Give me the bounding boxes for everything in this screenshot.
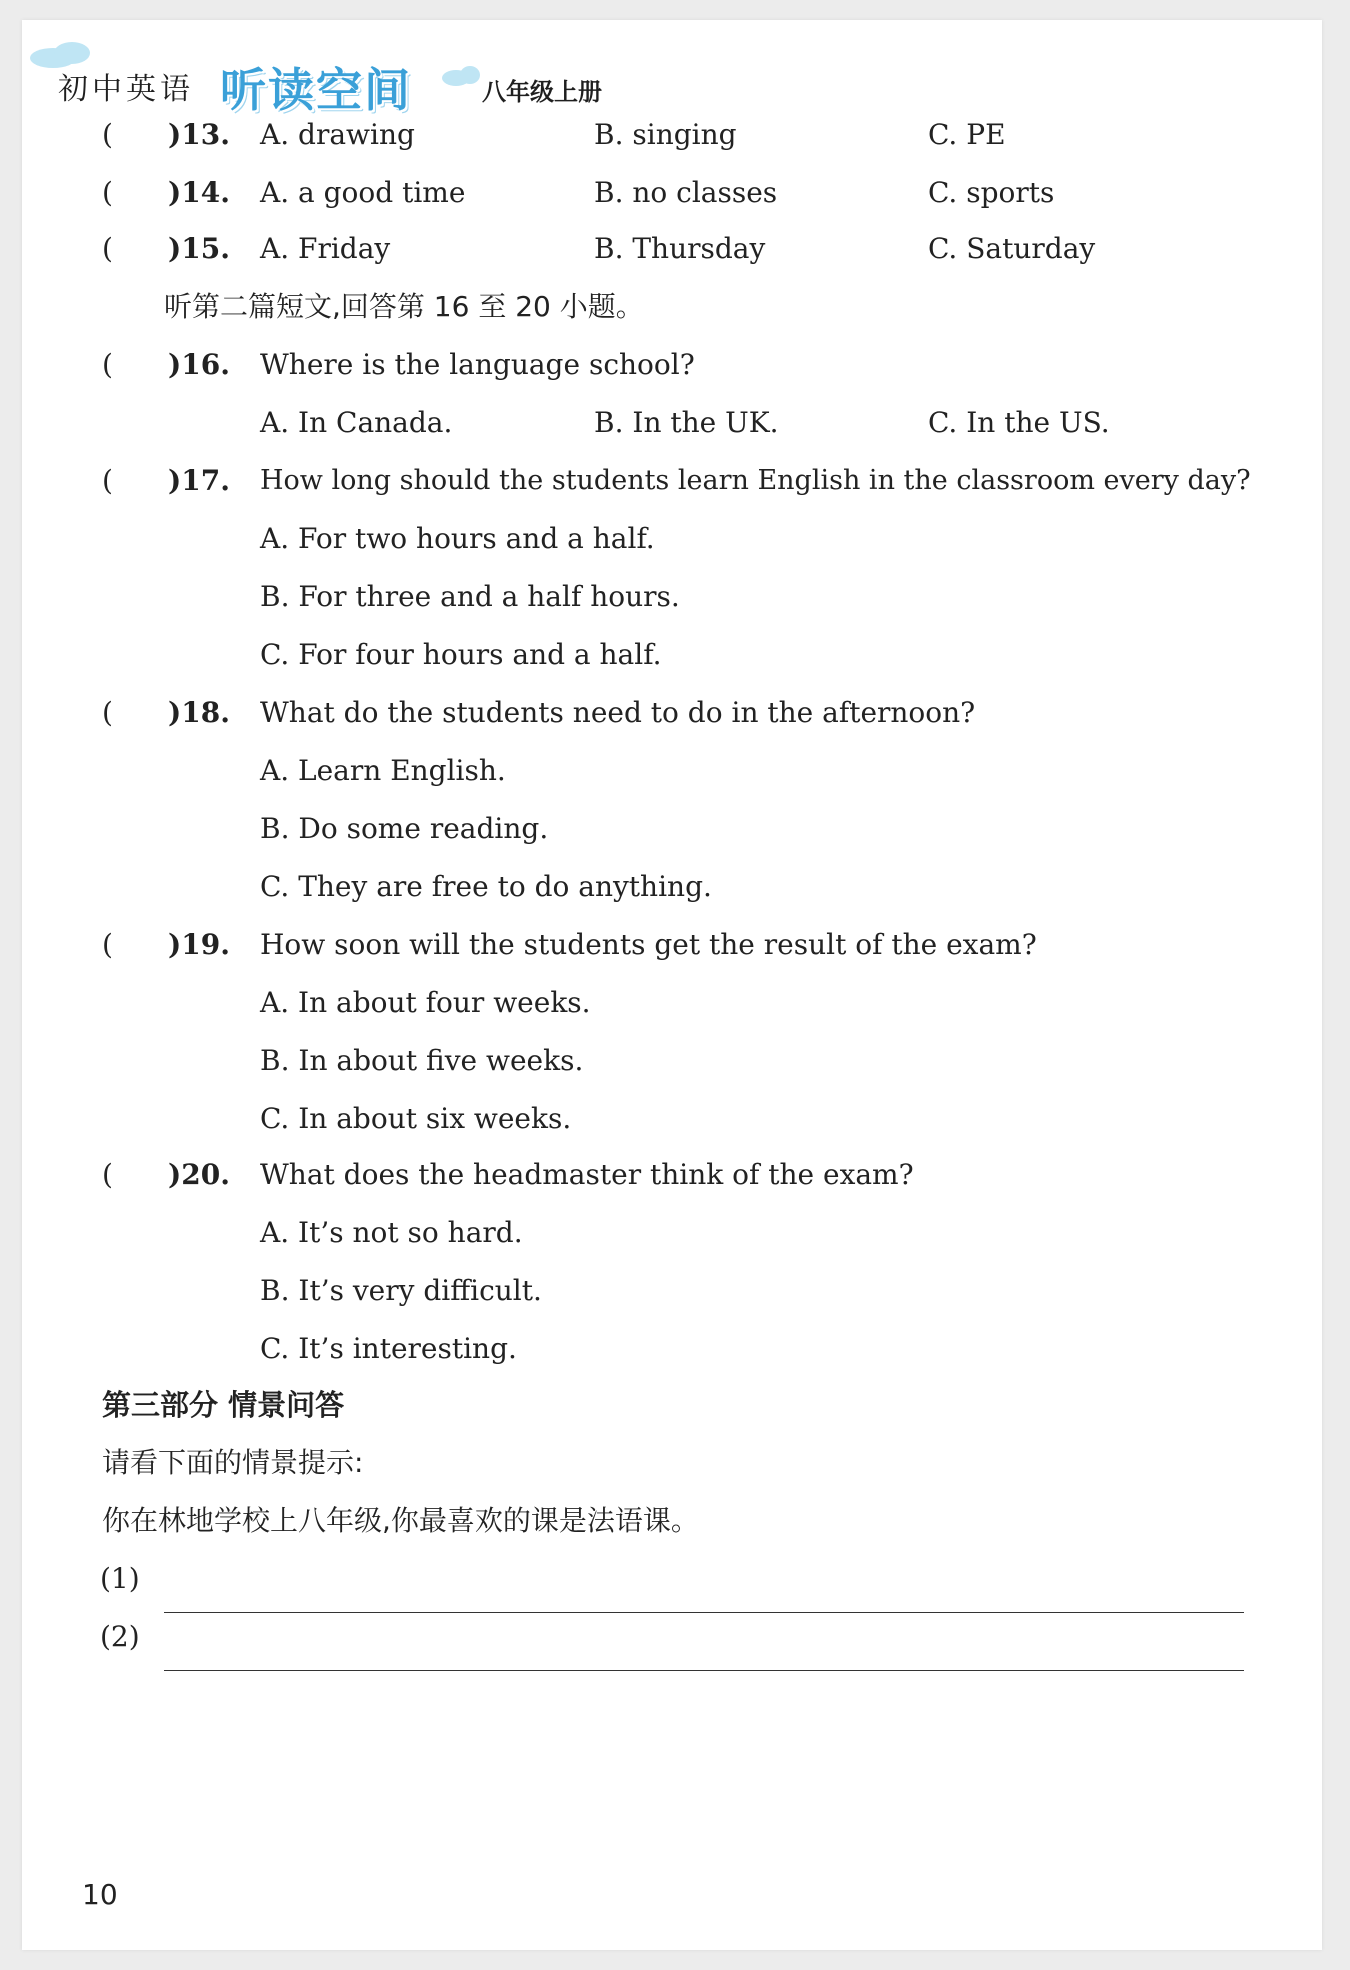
section-instruction: 听第二篇短文,回答第 16 至 20 小题。 bbox=[164, 290, 644, 323]
option-c: C. PE bbox=[928, 118, 1006, 151]
option-a: A. drawing bbox=[260, 118, 415, 151]
scenario-text: 你在林地学校上八年级,你最喜欢的课是法语课。 bbox=[102, 1504, 699, 1537]
question-text: Where is the language school? bbox=[260, 348, 695, 381]
option-a: A. It’s not so hard. bbox=[260, 1216, 523, 1249]
part-title: 第三部分 情景问答 bbox=[102, 1388, 345, 1422]
answer-paren[interactable]: ( bbox=[102, 118, 113, 151]
answer-label: (1) bbox=[100, 1562, 140, 1595]
question-number: )20. bbox=[168, 1158, 230, 1191]
question-text: What do the students need to do in the afternoon? bbox=[260, 696, 976, 729]
cloud-decoration bbox=[460, 66, 480, 84]
option-a: A. a good time bbox=[260, 176, 466, 209]
option-b: B. It’s very difficult. bbox=[260, 1274, 542, 1307]
option-a: A. Learn English. bbox=[260, 754, 506, 787]
option-b: B. singing bbox=[594, 118, 737, 151]
cloud-decoration bbox=[54, 42, 90, 64]
workbook-page bbox=[22, 20, 1322, 1950]
answer-label: (2) bbox=[100, 1620, 140, 1653]
option-c: C. They are free to do anything. bbox=[260, 870, 712, 903]
prompt-label: 请看下面的情景提示: bbox=[102, 1446, 364, 1479]
answer-paren[interactable]: ( bbox=[102, 928, 113, 961]
answer-paren[interactable]: ( bbox=[102, 232, 113, 265]
option-b: B. no classes bbox=[594, 176, 778, 209]
answer-paren[interactable]: ( bbox=[102, 348, 113, 381]
page-number: 10 bbox=[82, 1878, 118, 1911]
option-c: C. sports bbox=[928, 176, 1055, 209]
option-a: A. Friday bbox=[260, 232, 391, 265]
option-b: B. In about five weeks. bbox=[260, 1044, 584, 1077]
option-b: B. For three and a half hours. bbox=[260, 580, 680, 613]
question-text: How long should the students learn English in the classroom every day? bbox=[260, 465, 1251, 496]
option-c: C. It’s interesting. bbox=[260, 1332, 517, 1365]
question-number: )17. bbox=[168, 464, 230, 497]
answer-paren[interactable]: ( bbox=[102, 464, 113, 497]
grade-label: 八年级上册 bbox=[482, 78, 602, 106]
option-b: B. Do some reading. bbox=[260, 812, 549, 845]
option-c: C. Saturday bbox=[928, 232, 1096, 265]
question-number: )18. bbox=[168, 696, 230, 729]
answer-paren[interactable]: ( bbox=[102, 696, 113, 729]
question-text: What does the headmaster think of the exam? bbox=[260, 1158, 914, 1191]
question-number: )16. bbox=[168, 348, 230, 381]
book-name: 初中英语 bbox=[58, 72, 194, 107]
series-logo: 听读空间 bbox=[220, 63, 412, 117]
answer-blank-2[interactable] bbox=[164, 1670, 1244, 1671]
option-c: C. In the US. bbox=[928, 406, 1110, 439]
question-number: )15. bbox=[168, 232, 230, 265]
question-number: )14. bbox=[168, 176, 230, 209]
option-c: C. For four hours and a half. bbox=[260, 638, 662, 671]
option-a: A. In Canada. bbox=[260, 406, 453, 439]
page-header bbox=[22, 20, 1322, 120]
option-b: B. Thursday bbox=[594, 232, 766, 265]
answer-paren[interactable]: ( bbox=[102, 1158, 113, 1191]
question-text: How soon will the students get the result of the exam? bbox=[260, 928, 1037, 961]
option-b: B. In the UK. bbox=[594, 406, 779, 439]
option-c: C. In about six weeks. bbox=[260, 1102, 572, 1135]
answer-blank-1[interactable] bbox=[164, 1612, 1244, 1613]
option-a: A. For two hours and a half. bbox=[260, 522, 655, 555]
answer-paren[interactable]: ( bbox=[102, 176, 113, 209]
question-number: )13. bbox=[168, 118, 230, 151]
question-number: )19. bbox=[168, 928, 230, 961]
option-a: A. In about four weeks. bbox=[260, 986, 591, 1019]
